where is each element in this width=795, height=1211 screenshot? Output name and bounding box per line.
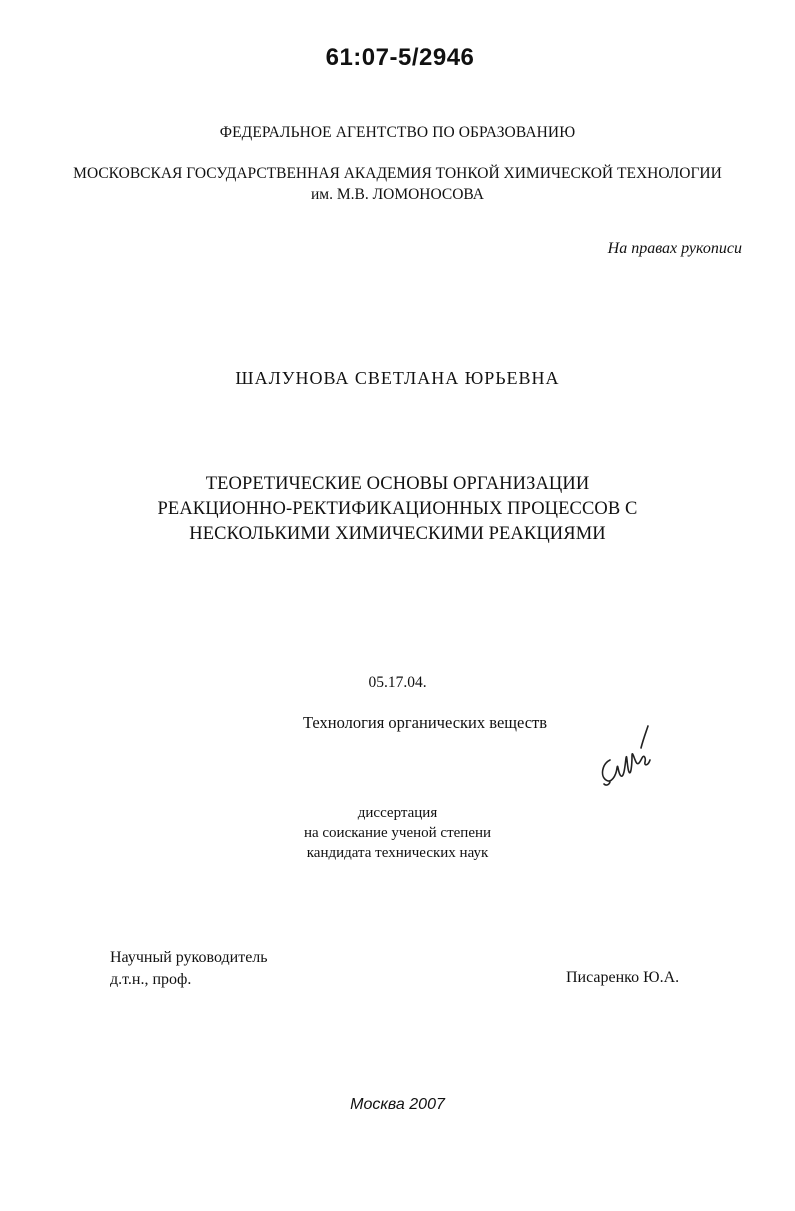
- specialty-code: 05.17.04.: [368, 674, 427, 691]
- supervisor-name: Писаренко Ю.А.: [566, 969, 680, 986]
- specialty-name: Технология органических веществ: [302, 713, 548, 732]
- signature-stroke-tail: [641, 726, 648, 748]
- thesis-title-line1: ТЕОРЕТИЧЕСКИЕ ОСНОВЫ ОРГАНИЗАЦИИ: [205, 474, 590, 494]
- handwritten-signature: [596, 702, 656, 788]
- academy-name-line1: МОСКОВСКАЯ ГОСУДАРСТВЕННАЯ АКАДЕМИЯ ТОНКОЙ ХИМИЧЕСКОЙ ТЕХНОЛОГИИ: [73, 165, 722, 182]
- degree-info-line2: на соискание ученой степени: [303, 825, 492, 841]
- thesis-title-line3: НЕСКОЛЬКИМИ ХИМИЧЕСКИМИ РЕАКЦИЯМИ: [189, 524, 606, 544]
- thesis-title: [0, 472, 795, 547]
- degree-info-line3: кандидата технических наук: [306, 845, 489, 861]
- supervisor-role-line1: Научный руководитель: [110, 949, 268, 966]
- signature-stroke-main: [603, 754, 650, 781]
- academy-name: [0, 163, 795, 205]
- catalog-number: 61:07-5/2946: [325, 44, 475, 71]
- author-name: ШАЛУНОВА СВЕТЛАНА ЮРЬЕВНА: [235, 368, 560, 388]
- supervisor-role-line2: д.т.н., проф.: [110, 971, 192, 988]
- degree-info-line1: диссертация: [357, 805, 438, 821]
- supervisor-role: [110, 947, 268, 991]
- academy-name-line2: им. М.В. ЛОМОНОСОВА: [311, 186, 484, 203]
- signature-stroke-dot: [604, 782, 610, 785]
- city-year: Москва 2007: [350, 1096, 445, 1113]
- degree-info: [0, 803, 795, 863]
- thesis-title-line2: РЕАКЦИОННО-РЕКТИФИКАЦИОННЫХ ПРОЦЕССОВ С: [157, 499, 638, 519]
- manuscript-note: На правах рукописи: [607, 240, 742, 257]
- agency-name: ФЕДЕРАЛЬНОЕ АГЕНТСТВО ПО ОБРАЗОВАНИЮ: [219, 124, 576, 141]
